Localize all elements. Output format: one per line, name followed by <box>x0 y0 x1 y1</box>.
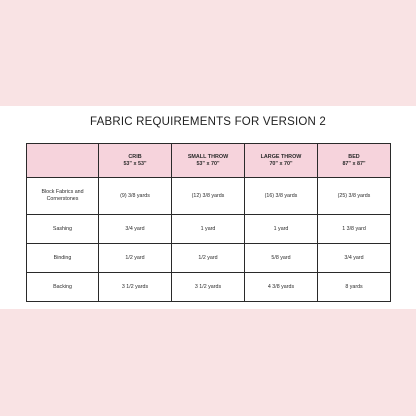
table-cell: 1 yard <box>172 215 245 244</box>
table-cell: 8 yards <box>318 273 391 302</box>
table-cell: (12) 3/8 yards <box>172 178 245 215</box>
top-pink-band <box>0 0 416 106</box>
bottom-pink-band <box>0 309 416 416</box>
table-cell: 3/4 yard <box>318 244 391 273</box>
column-size: 87" x 87" <box>342 160 366 167</box>
column-name: CRIB <box>128 153 142 160</box>
table-row <box>27 244 391 273</box>
row-label: Block Fabrics and Cornerstones <box>27 178 99 215</box>
table-cell: 3/4 yard <box>99 215 172 244</box>
column-name: LARGE THROW <box>260 153 302 160</box>
table-cell: (16) 3/8 yards <box>245 178 318 215</box>
table-cell: 5/8 yard <box>245 244 318 273</box>
column-header-bed <box>318 144 391 178</box>
table-cell: 4 3/8 yards <box>245 273 318 302</box>
column-header-crib <box>99 144 172 178</box>
table-cell: 3 1/2 yards <box>172 273 245 302</box>
column-header-large-throw <box>245 144 318 178</box>
table-row <box>27 273 391 302</box>
table-row <box>27 178 391 215</box>
table-cell: 1 3/8 yard <box>318 215 391 244</box>
header-corner-cell <box>27 144 99 178</box>
column-size: 53" x 70" <box>196 160 220 167</box>
row-label: Binding <box>27 244 99 273</box>
row-label: Sashing <box>27 215 99 244</box>
column-size: 53" x 53" <box>123 160 147 167</box>
table-cell: 1/2 yard <box>99 244 172 273</box>
column-name: BED <box>348 153 360 160</box>
table-cell: (25) 3/8 yards <box>318 178 391 215</box>
table-cell: 3 1/2 yards <box>99 273 172 302</box>
table-cell: 1/2 yard <box>172 244 245 273</box>
column-header-small-throw <box>172 144 245 178</box>
column-size: 70" x 70" <box>269 160 293 167</box>
column-name: SMALL THROW <box>187 153 229 160</box>
page-title: FABRIC REQUIREMENTS FOR VERSION 2 <box>90 116 326 128</box>
header-row <box>27 144 391 178</box>
table-cell: (9) 3/8 yards <box>99 178 172 215</box>
table-cell: 1 yard <box>245 215 318 244</box>
fabric-requirements-table <box>26 143 391 302</box>
table-row <box>27 215 391 244</box>
row-label: Backing <box>27 273 99 302</box>
